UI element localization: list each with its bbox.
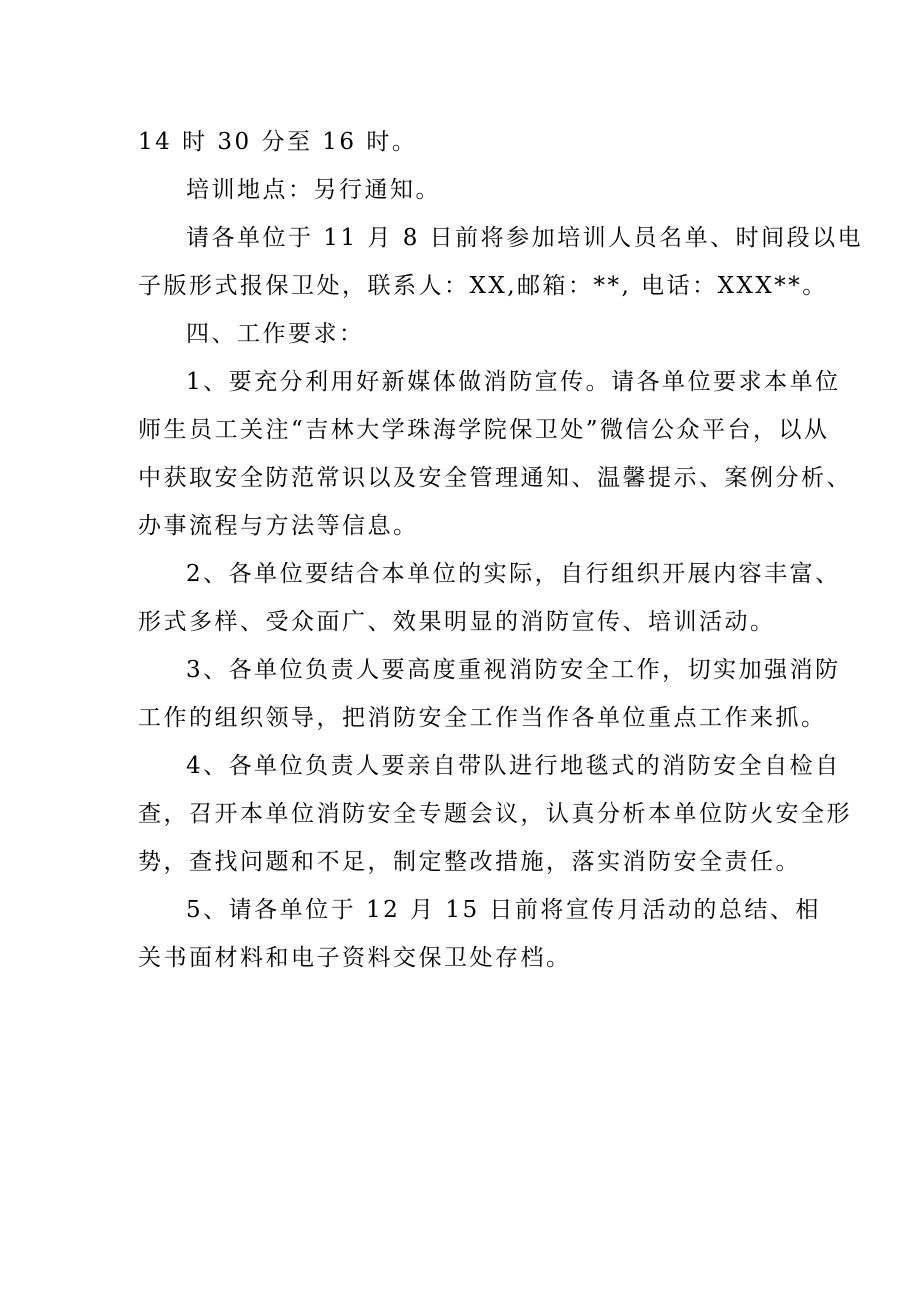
text-line: 子版形式报保卫处，联系人：XX,邮箱：**, 电话：XXX**。 <box>138 273 828 299</box>
text-line: 请各单位于 11 月 8 日前将参加培训人员名单、时间段以电 <box>186 225 864 251</box>
text-line: 5、请各单位于 12 月 15 日前将宣传月活动的总结、相 <box>186 897 821 923</box>
text-line: 2、各单位要结合本单位的实际，自行组织开展内容丰富、 <box>186 561 841 587</box>
text-line: 1、要充分利用好新媒体做消防宣传。请各单位要求本单位 <box>186 369 841 395</box>
text-line: 培训地点：另行通知。 <box>186 177 441 203</box>
text-line: 工作的组织领导，把消防安全工作当作各单位重点工作来抓。 <box>138 705 827 731</box>
text-line: 14 时 30 分至 16 时。 <box>138 129 418 155</box>
text-line: 查，召开本单位消防安全专题会议，认真分析本单位防火安全形 <box>138 801 852 827</box>
text-line: 势，查找问题和不足，制定整改措施，落实消防安全责任。 <box>138 849 801 875</box>
text-line: 办事流程与方法等信息。 <box>138 513 419 539</box>
text-line: 4、各单位负责人要亲自带队进行地毯式的消防安全自检自 <box>186 753 841 779</box>
text-line: 师生员工关注“吉林大学珠海学院保卫处”微信公众平台，以从 <box>138 417 830 443</box>
text-line: 形式多样、受众面广、效果明显的消防宣传、培训活动。 <box>138 609 776 635</box>
section-heading: 四、工作要求： <box>186 321 365 347</box>
text-line: 关书面材料和电子资料交保卫处存档。 <box>138 945 572 971</box>
text-line: 中获取安全防范常识以及安全管理通知、温馨提示、案例分析、 <box>138 465 852 491</box>
text-line: 3、各单位负责人要高度重视消防安全工作，切实加强消防 <box>186 657 841 683</box>
